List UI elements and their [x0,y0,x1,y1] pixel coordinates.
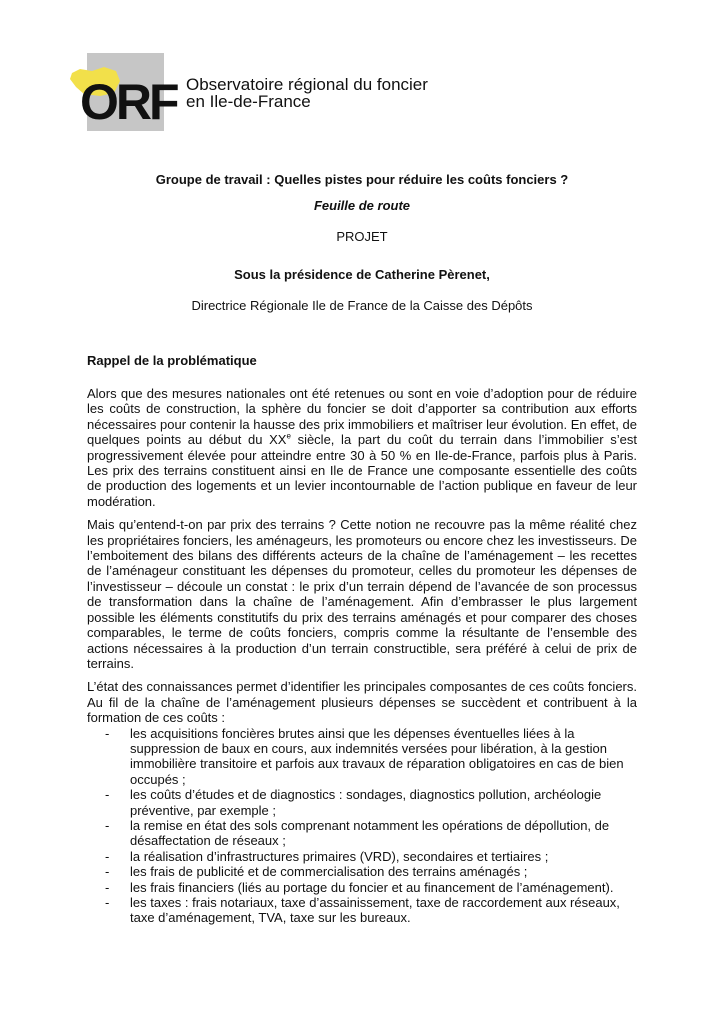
list-item-text: la réalisation d’infrastructures primaires (VRD), secondaires et tertiaires ; [130,848,549,864]
list-item-text: les coûts d’études et de diagnostics : sondages, diagnostics pollution, archéologie préventive, par exemple ; [130,787,602,818]
list-dash: - [105,895,110,910]
list-item [87,895,637,926]
organization-name-line1: Observatoire régional du foncier [186,75,428,94]
section-heading: Rappel de la problématique [87,353,257,368]
superscript: e [286,431,291,441]
paragraph-1 [87,386,637,509]
list-item [87,849,637,864]
president-role: Directrice Régionale Ile de France de la Caisse des Dépôts [191,298,533,313]
logo-text: ORF [80,74,177,130]
paragraph-2: Mais qu’entend-t-on par prix des terrains ? Cette notion ne recouvre pas la même réalité chez les propriétaires fonciers, les aménageurs, les promoteurs ou encore chez les investisseurs. De l’emboitement des bilans des différents acteurs de la chaîne de l’aménagement – les recettes de l’aménageur constituant les dépenses du promoteur, celles du promoteur les dépenses de l’investisseur – découle un constat : le prix d’un terrain dépend de l’avancée de son processus de transformation dans la chaîne de l’aménagement. Afin d’embrasser le plus largement possible les éléments constitutifs du prix des terrains aménagés et pour comparer des choses comparables, le terme de coûts fonciers, compris comme la résultante de l’ensemble des actions nécessaires à la production d’un terrain constructible, sera préféré à celui de prix de terrains. [87,517,637,671]
list-dash: - [105,864,110,880]
organization-name-line2: en Ile-de-France [186,92,311,111]
list-item-text: les taxes : frais notariaux, taxe d’assainissement, taxe de raccordement aux réseaux, taxe d’aménagement, TVA, taxe sur les bureaux. [130,895,620,926]
list-dash: - [105,848,110,864]
presidency-line: Sous la présidence de Catherine Pèrenet, [234,267,490,282]
list-item-text: la remise en état des sols comprenant notamment les opérations de dépollution, de désaffectation de réseaux ; [130,817,610,849]
document-title: Groupe de travail : Quelles pistes pour réduire les coûts fonciers ? [155,172,569,187]
cost-components-list [87,726,637,926]
list-dash: - [105,817,110,833]
list-dash: - [105,879,110,895]
document-subtitle: Feuille de route [313,198,411,213]
list-item [87,864,637,879]
list-item-text: les frais financiers (liés au portage du foncier et au financement de l’aménagement). [130,879,614,895]
document-status: PROJET [336,229,388,244]
list-item-text: les acquisitions foncières brutes ainsi que les dépenses éventuelles liées à la suppression de baux en cours, aux indemnités versées pour libération, à la gestion immobilière transitoire et parfois aux travaux de réparation obligatoires en cas de bien occupés ; [130,725,624,787]
list-item [87,787,637,818]
paragraph-1-part-a: Alors que des mesures nationales ont été retenues ou sont en voie d’adoption pour de réduire les coûts de construction, la sphère du foncier se doit d’apporter sa contribution aux efforts nécessaires pour contenir la hausse des prix immobiliers et maîtriser leur évolution. En effet, de quelques points au début du XX [87,386,637,448]
list-item [87,818,637,849]
list-item [87,726,637,788]
orf-logo [70,53,177,133]
list-item [87,880,637,895]
list-dash: - [105,787,110,803]
list-item-text: les frais de publicité et de commercialisation des terrains aménagés ; [130,864,528,880]
organization-name [186,76,428,110]
section-body [87,386,637,926]
list-dash: - [105,725,110,741]
paragraph-1-part-b: siècle, la part du coût du terrain dans l’immobilier s’est progressivement élevée pour atteindre entre 30 à 50 % en Ile-de-France, parfois plus à Paris. Les prix des terrains constituent ainsi en Ile de France une composante essentielle des coûts de production des logements et un levier incontournable de l’action publique en faveur de leur modération. [87,432,637,509]
paragraph-3: L’état des connaissances permet d’identifier les principales composantes de ces coûts fonciers. Au fil de la chaîne de l’aménagement plusieurs dépenses se succèdent et contribuent à la formation de ces coûts : [87,679,637,726]
